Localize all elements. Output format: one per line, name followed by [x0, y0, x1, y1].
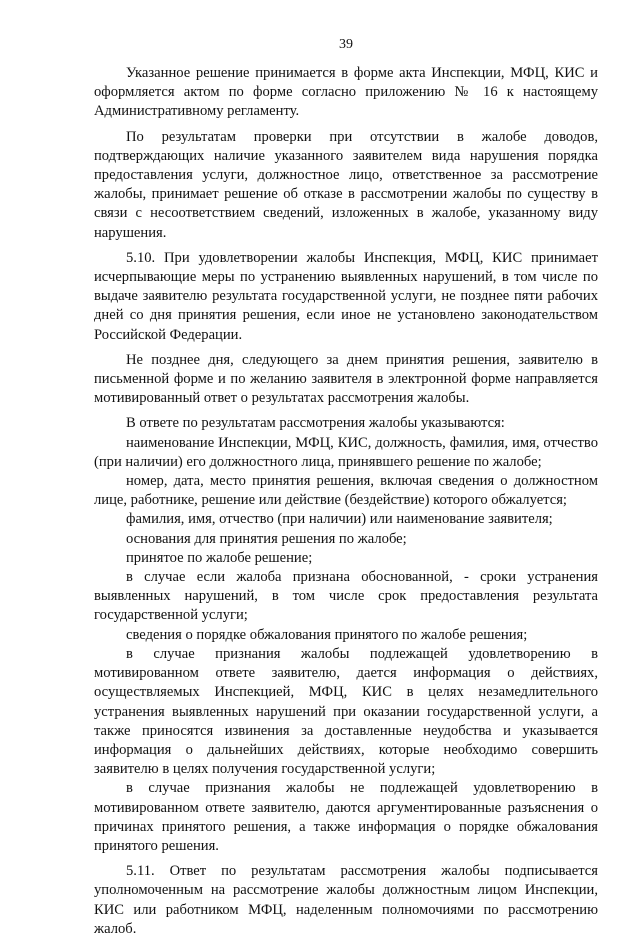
page-number: 39 [339, 37, 353, 52]
list-item-applicant-name: фамилия, имя, отчество (при наличии) или наименование заявителя; [126, 511, 553, 528]
list-item-decision: принятое по жалобе решение; [126, 549, 313, 566]
document-body [94, 64, 598, 939]
paragraph-response-deadline: Не позднее дня, следующего за днем принятия решения, заявителю в письменной форме и по желанию заявителя в электронной форме направляется мотивированный ответ о результатах рассмотрения жалобы. [94, 351, 598, 407]
list-item-satisfied-complaint: в случае признания жалобы подлежащей удовлетворению в мотивированном ответе заявителю, дается информация о действиях, осуществляемых Инспекцией, МФЦ, КИС в целях незамедлительного устранения выявленных нарушений при оказании государственной услуги, а также приносятся извинения за доставленные неудобства и указывается информация о дальнейших действиях, которые необходимо совершить заявителю в целях получения государственной услуги; [94, 645, 598, 778]
paragraph-5-10: 5.10. При удовлетворении жалобы Инспекция, МФЦ, КИС принимает исчерпывающие меры по устранению выявленных нарушений, в том числе по выдаче заявителю результата государственной услуги, не позднее пяти рабочих дней со дня принятия решения, если иное не установлено законодательством Российской Федерации. [94, 249, 598, 343]
list-item-appeal-procedure: сведения о порядке обжалования принятого по жалобе решения; [126, 626, 528, 643]
list-item-decision-grounds: основания для принятия решения по жалобе; [126, 530, 407, 547]
paragraph-decision-form: Указанное решение принимается в форме акта Инспекции, МФЦ, КИС и оформляется актом по форме согласно приложению № 16 к настоящему Административному регламенту. [94, 65, 598, 120]
list-item-rejected-complaint: в случае признания жалобы не подлежащей удовлетворению в мотивированном ответе заявителю, даются аргументированные разъяснения о причинах принятого решения, а также информация о порядке обжалования принятого решения. [94, 780, 598, 854]
paragraph-refusal: По результатам проверки при отсутствии в жалобе доводов, подтверждающих наличие указанного заявителем вида нарушения порядка предоставления услуги, должностное лицо, ответственное за рассмотрение жалобы, принимает решение об отказе в рассмотрении жалобы по существу в связи с несоответствием сведений, изложенных в жалобе, указанному виду нарушения. [94, 128, 598, 241]
list-item-decision-details: номер, дата, место принятия решения, включая сведения о должностном лице, работнике, решение или действие (бездействие) которого обжалуется; [94, 473, 598, 509]
list-item-authority-name: наименование Инспекции, МФЦ, КИС, должность, фамилия, имя, отчество (при наличии) его должностного лица, принявшего решение по жалобе; [94, 434, 598, 470]
paragraph-5-11: 5.11. Ответ по результатам рассмотрения жалобы подписывается уполномоченным на рассмотрение жалобы должностным лицом Инспекции, КИС или работником МФЦ, наделенным полномочиями по рассмотрению жалоб. [94, 863, 598, 937]
list-item-remedy-deadlines: в случае если жалоба признана обоснованной, - сроки устранения выявленных нарушений, в том числе срок предоставления результата государственной услуги; [94, 569, 598, 624]
paragraph-response-contents-intro: В ответе по результатам рассмотрения жалобы указываются: [126, 415, 505, 432]
